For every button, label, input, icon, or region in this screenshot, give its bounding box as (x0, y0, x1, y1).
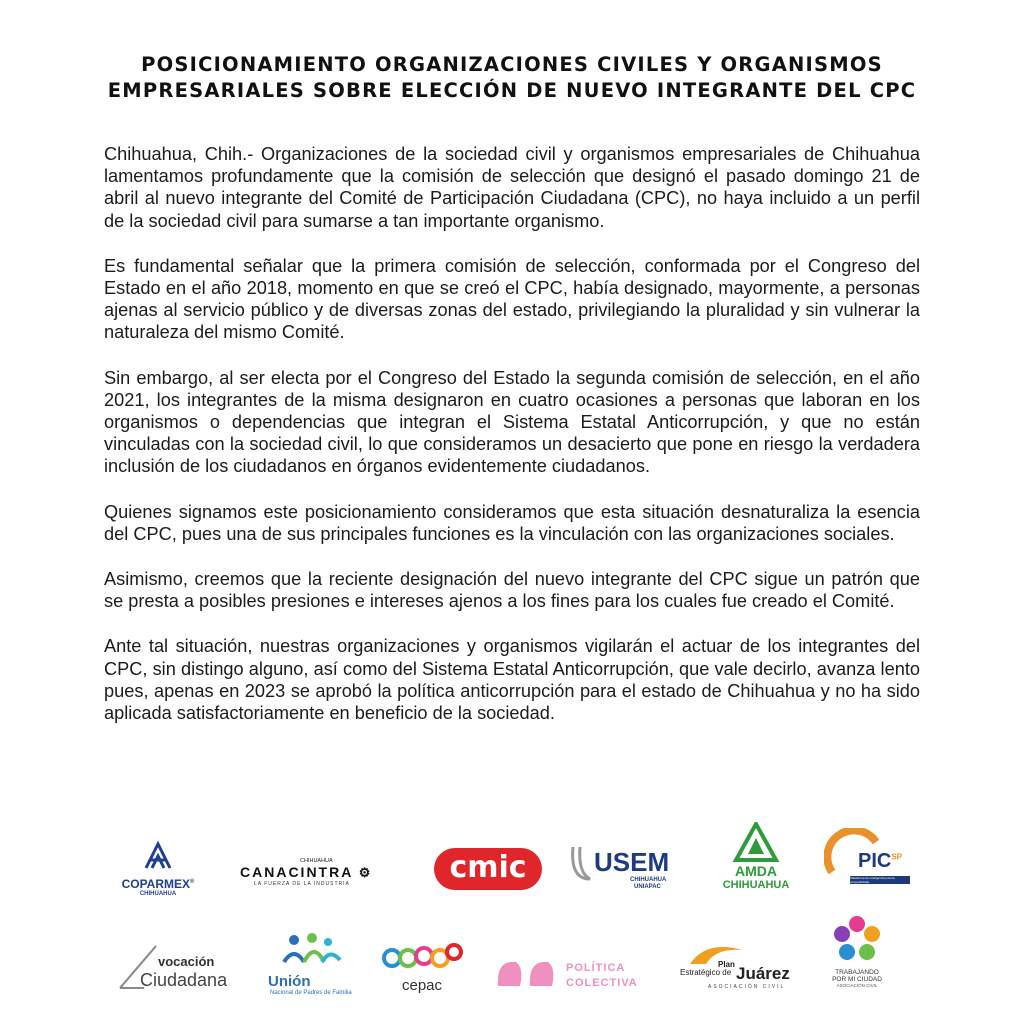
usem-logo: USEM CHIHUAHUA UNIAPAC (568, 843, 688, 893)
paragraph: Es fundamental señalar que la primera comisión de selección, conformada por el Congreso del Estado en el año 2018, momento en que se creó el CPC, había designado, mayormente, a personas ajenas al servicio público y de diversas zonas del estado, privilegiando la pluralidad y sin vulnerar la naturaleza del mismo Comité. (104, 255, 920, 343)
canacintra-logo: CHIHUAHUA CANACINTRA ⚙ LA FUERZA DE LA INDUSTRIA (240, 858, 373, 887)
plan-estrategico-juarez-logo: Plan Estratégico de Juárez ASOCIACIÓN CIVIL (678, 940, 798, 996)
paragraph: Ante tal situación, nuestras organizaciones y organismos vigilarán el actuar de los integrantes del CPC, sin distingo alguno, así como del Sistema Estatal Anticorrupción, que vale decirlo, avanza lento pues, apenas en 2023 se aprobó la política anticorrupción para el estado de Chihuahua y no ha sido aplicada satisfactoriamente en beneficio de la sociedad. (104, 636, 920, 724)
pic-logo: $PIC^{SP}$ Plataforma de Inteligencia para la competitividad (820, 828, 912, 894)
title-line-2: EMPRESARIALES SOBRE ELECCIÓN DE NUEVO INTEGRANTE DEL CPC (107, 79, 917, 102)
trabajando-flower-icon (822, 914, 892, 964)
union-figures-icon (264, 932, 354, 968)
cepac-logo: cepac (380, 938, 464, 994)
paragraph: Asimismo, creemos que la reciente designación del nuevo integrante del CPC sigue un patrón que se presta a posibles presiones e intereses ajenos a los fines para los cuales fue creado el Comité. (104, 569, 920, 612)
paragraph: Sin embargo, al ser electa por el Congreso del Estado la segunda comisión de selección, en el año 2021, los integrantes de la misma designaron en cuatro ocasiones a personas que laboran en los organismos o dependencias que integran el Sistema Estatal Anticorrupción, y que no están vinculadas con la sociedad civil, lo que consideramos un desacierto que pone en riesgo la verdadera inclusión de los ciudadanos en órganos evidentemente ciudadanos. (104, 367, 920, 477)
coparmex-emblem-icon (108, 838, 208, 872)
gear-icon: ⚙ (358, 865, 373, 880)
document-title (60, 52, 964, 104)
vocacion-ciudadana-logo: vocación Ciudadana (118, 940, 242, 992)
cmic-logo: cmic (434, 848, 542, 890)
trabajando-por-mi-ciudad-logo: TRABAJANDO POR MI CIUDAD ASOCIACIÓN CIVIL (822, 914, 892, 1004)
statement-body (104, 143, 920, 747)
paragraph: Chihuahua, Chih.- Organizaciones de la sociedad civil y organismos empresariales de Chihuahua lamentamos profundamente que la comisión de selección que designó el pasado domingo 21 de abril al nuevo integrante del Comité de Participación Ciudadana (CPC), no haya incluido a un perfil de la sociedad civil para sumarse a tan importante organismo. (104, 144, 920, 231)
paragraph: Quienes signamos este posicionamiento consideramos que esta situación desnaturaliza la esencia del CPC, pues una de sus principales funciones es la vinculación con las organizaciones sociales. (104, 501, 920, 544)
politica-faces-icon (494, 956, 558, 990)
amda-triangle-icon (714, 822, 798, 866)
politica-colectiva-logo: POLÍTICA COLECTIVA (494, 956, 654, 992)
cepac-swirls-icon (380, 938, 464, 972)
title-line-1: POSICIONAMIENTO ORGANIZACIONES CIVILES Y ORGANISMOS (141, 53, 883, 76)
union-padres-logo: Unión Nacional de Padres de Familia (264, 932, 354, 996)
amda-logo: AMDA CHIHUAHUA (714, 822, 798, 894)
coparmex-logo: COPARMEX® CHIHUAHUA (108, 838, 208, 900)
plan-sun-icon (686, 940, 746, 966)
